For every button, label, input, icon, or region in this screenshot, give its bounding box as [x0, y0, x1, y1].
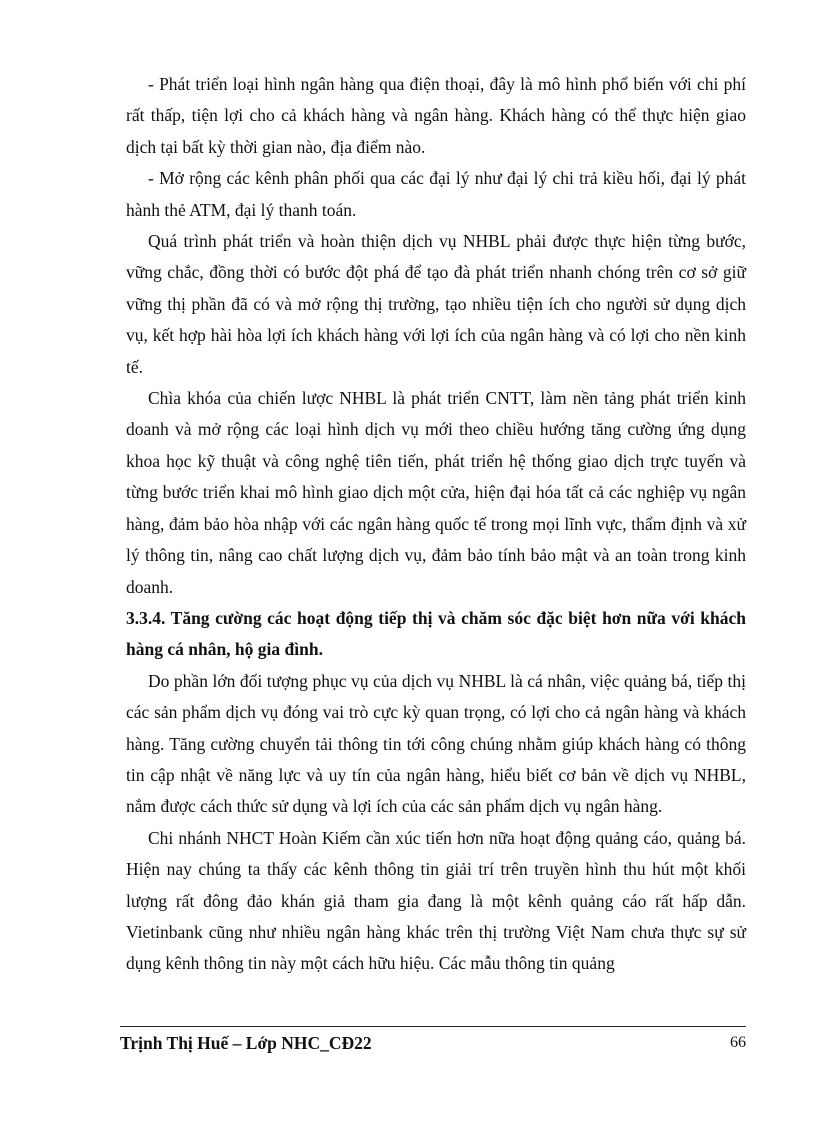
footer-author: Trịnh Thị Huế – Lớp NHC_CĐ22: [120, 1033, 372, 1053]
section-heading: 3.3.4. Tăng cường các hoạt động tiếp thị và chăm sóc đặc biệt hơn nữa với khách hàng cá nhân, hộ gia đình.: [126, 607, 746, 660]
body-paragraph-strategy-key: Chìa khóa của chiến lược NHBL là phát triển CNTT, làm nền tảng phát triển kinh doanh và mở rộng các loại hình dịch vụ mới theo chiều hướng tăng cường ứng dụng khoa học kỹ thuật và công nghệ tiên tiến, phát triển hệ thống giao dịch trực tuyến và từng bước triển khai mô hình giao dịch một cửa, hiện đại hóa tất cả các nghiệp vụ ngân hàng, đảm bảo hòa nhập với các ngân hàng quốc tế trong mọi lĩnh vực, thẩm định và xử lý thông tin, nâng cao chất lượng dịch vụ, đảm bảo tính bảo mật và an toàn trong kinh doanh.: [126, 388, 746, 597]
page-number: 66: [730, 1034, 746, 1051]
page-body: [126, 69, 746, 980]
body-paragraph-development-process: Quá trình phát triển và hoàn thiện dịch vụ NHBL phải được thực hiện từng bước, vững chắc, đồng thời có bước đột phá để tạo đà phát triển nhanh chóng trên cơ sở giữ vững thị phần đã có và mở rộng thị trường, tạo nhiều tiện ích cho người sử dụng dịch vụ, kết hợp hài hòa lợi ích khách hàng với lợi ích của ngân hàng và có lợi cho nền kinh tế.: [126, 231, 746, 377]
bullet-paragraph-distribution-channels: - Mở rộng các kênh phân phối qua các đại lý như đại lý chi trả kiều hối, đại lý phát hành thẻ ATM, đại lý thanh toán.: [126, 168, 746, 220]
body-paragraph-marketing: Do phần lớn đối tượng phục vụ của dịch vụ NHBL là cá nhân, việc quảng bá, tiếp thị các sản phẩm dịch vụ đóng vai trò cực kỳ quan trọng, có lợi cho cả ngân hàng và khách hàng. Tăng cường chuyển tải thông tin tới công chúng nhằm giúp khách hàng có thông tin cập nhật về năng lực và uy tín của ngân hàng, hiểu biết cơ bản về dịch vụ NHBL, nắm được cách thức sử dụng và lợi ích của các sản phẩm dịch vụ ngân hàng.: [126, 670, 746, 817]
bullet-paragraph-phone-banking: - Phát triển loại hình ngân hàng qua điện thoại, đây là mô hình phổ biến với chi phí rất thấp, tiện lợi cho cả khách hàng và ngân hàng. Khách hàng có thể thực hiện giao dịch tại bất kỳ thời gian nào, địa điểm nào.: [126, 74, 746, 157]
footer-divider: [120, 1026, 746, 1027]
page-footer: [120, 1026, 746, 1052]
body-paragraph-advertising: Chi nhánh NHCT Hoàn Kiếm cần xúc tiến hơn nữa hoạt động quảng cáo, quảng bá. Hiện nay chúng ta thấy các kênh thông tin giải trí trên truyền hình thu hút một khối lượng rất đông đảo khán giả tham gia đang là một kênh quảng cáo rất hấp dẫn. Vietinbank cũng như nhiều ngân hàng khác trên thị trường Việt Nam chưa thực sự sử dụng kênh thông tin này một cách hữu hiệu. Các mẫu thông tin quảng: [126, 827, 746, 974]
